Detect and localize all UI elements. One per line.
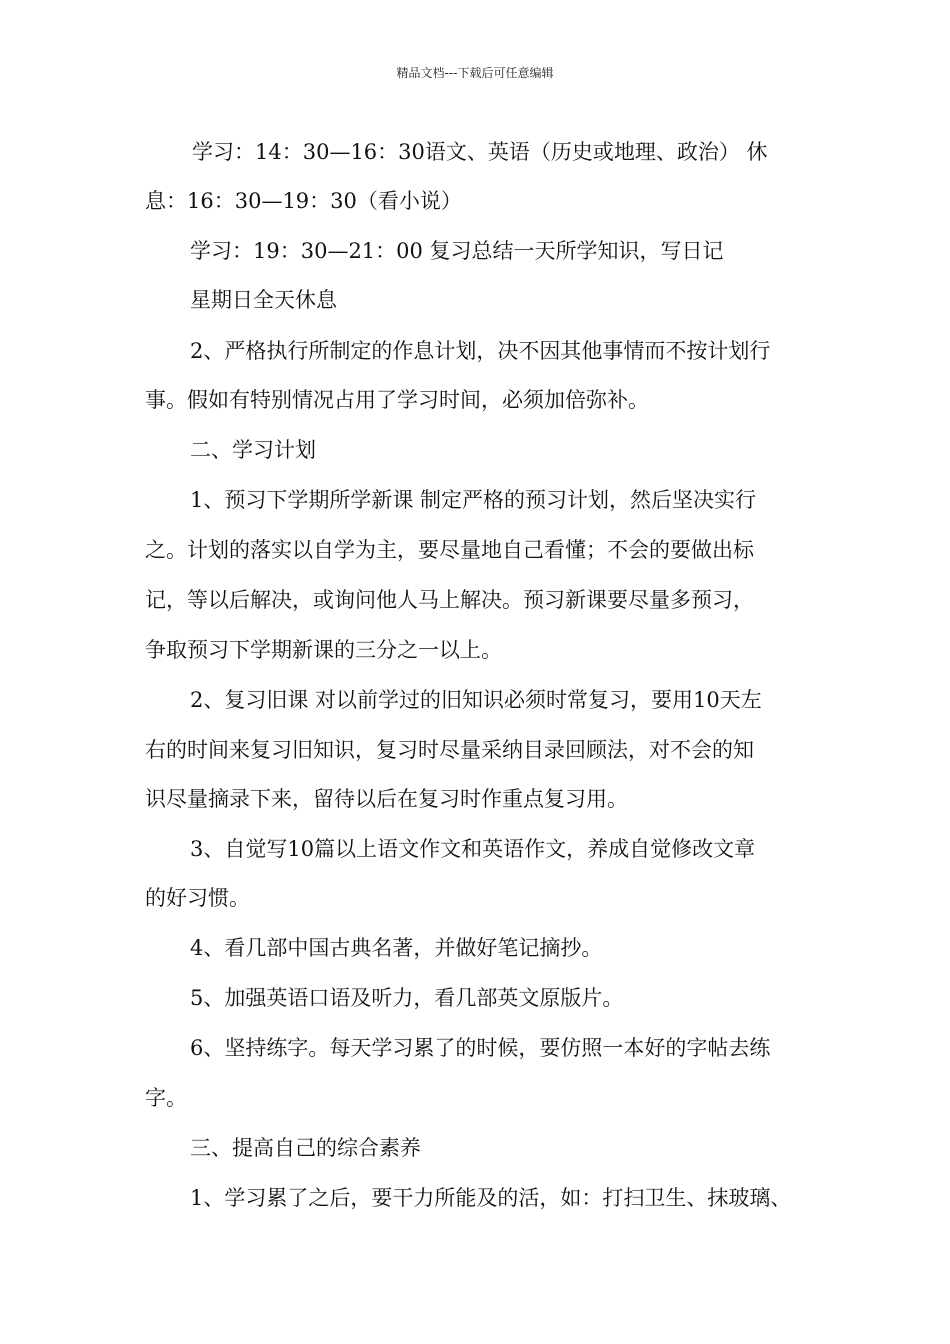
- text-line: 4、看几部中国古典名著，并做好笔记摘抄。: [190, 936, 603, 960]
- text-line: 识尽量摘录下来，留待以后在复习时作重点复习用。: [145, 787, 628, 811]
- text-line: 息：16：30—19：30（看小说）: [145, 189, 462, 213]
- text-line: 右的时间来复习旧知识，复习时尽量采纳目录回顾法，对不会的知: [145, 738, 754, 762]
- text-line: 事。假如有特别情况占用了学习时间，必须加倍弥补。: [145, 388, 649, 412]
- text-line: 之。计划的落实以自学为主，要尽量地自己看懂；不会的要做出标: [145, 538, 754, 562]
- text-line: 6、坚持练字。每天学习累了的时候，要仿照一本好的字帖去练: [190, 1036, 771, 1060]
- text-line: 1、预习下学期所学新课 制定严格的预习计划，然后坚决实行: [190, 488, 757, 512]
- page-header: 精品文档---下载后可任意编辑: [396, 66, 554, 80]
- text-line: 2、严格执行所制定的作息计划，决不因其他事情而不按计划行: [190, 339, 771, 363]
- text-line: 3、自觉写10篇以上语文作文和英语作文，养成自觉修改文章: [190, 837, 756, 861]
- text-line: 5、加强英语口语及听力，看几部英文原版片。: [190, 986, 624, 1010]
- section-heading: 三、提高自己的综合素养: [190, 1136, 421, 1160]
- text-line: 学习：14：30—16：30语文、英语（历史或地理、政治） 休: [192, 140, 768, 164]
- text-line: 的好习惯。: [145, 886, 250, 910]
- text-line: 学习：19：30—21：00 复习总结一天所学知识，写日记: [190, 239, 724, 263]
- text-line: 1、学习累了之后，要干力所能及的活，如：打扫卫生、抹玻璃、: [190, 1186, 792, 1210]
- text-line: 记，等以后解决，或询问他人马上解决。预习新课要尽量多预习，: [145, 588, 754, 612]
- text-line: 字。: [145, 1086, 187, 1110]
- text-line: 星期日全天休息: [190, 288, 337, 312]
- text-line: 争取预习下学期新课的三分之一以上。: [145, 638, 502, 662]
- section-heading: 二、学习计划: [190, 438, 316, 462]
- text-line: 2、复习旧课 对以前学过的旧知识必须时常复习，要用10天左: [190, 688, 762, 712]
